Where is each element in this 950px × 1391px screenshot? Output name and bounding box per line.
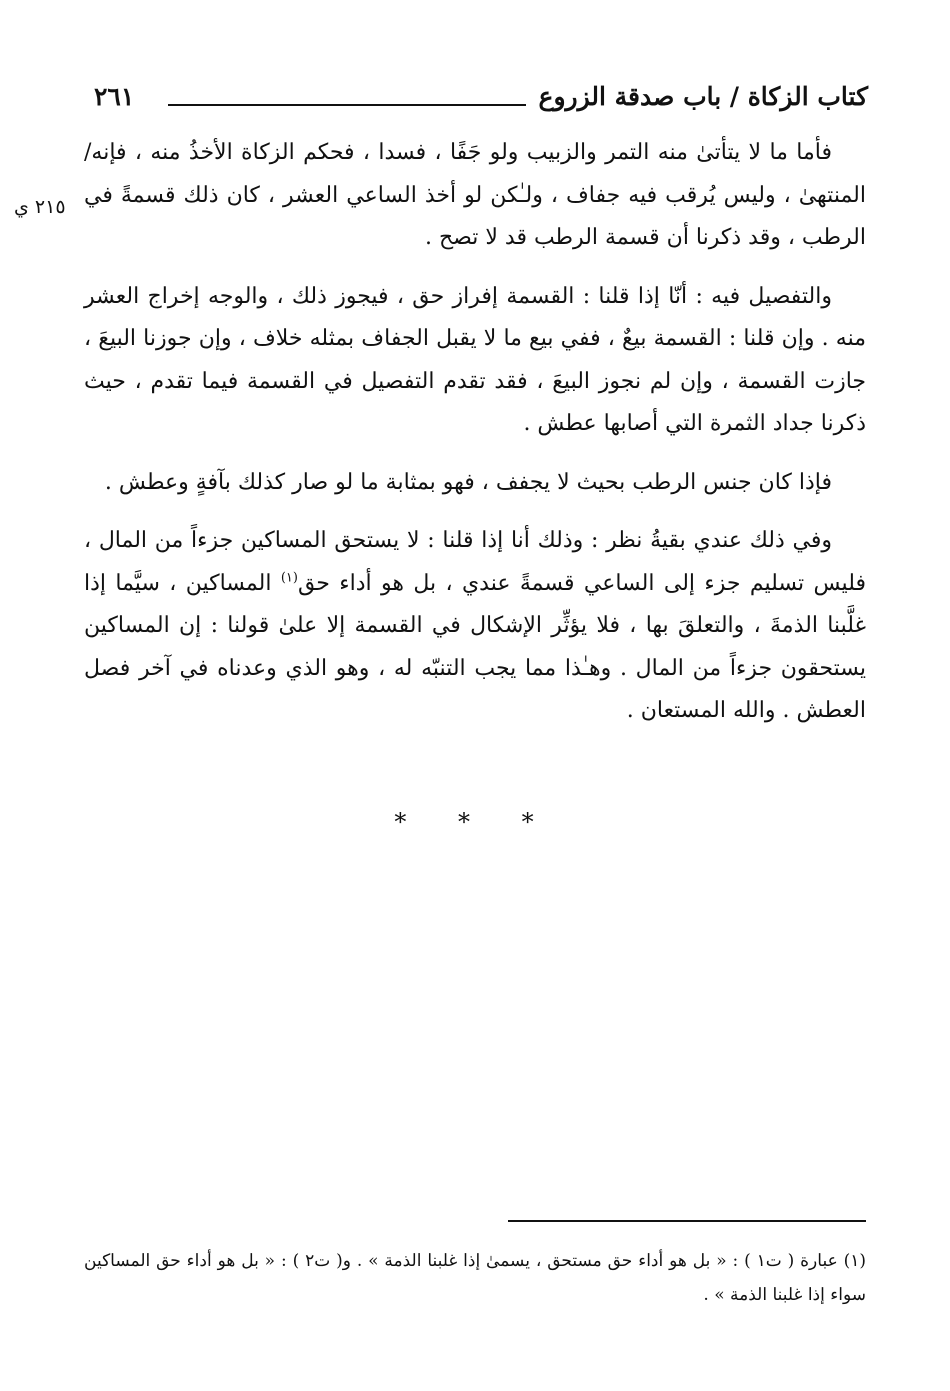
- paragraph: [84, 520, 866, 733]
- footnote-rule: [508, 1220, 866, 1222]
- footnote-text: (١) عبارة ( ت١ ) : « بل هو أداء حق مستحق ، يسمىٰ إذا غلبنا الذمة » . و( ت٢ ) : « بل هو أداء حق المساكين سواء إذا غلبنا الذمة » .: [84, 1251, 867, 1305]
- paragraph: [84, 276, 866, 446]
- paragraph: [84, 132, 866, 260]
- paragraph-text: فإذا كان جنس الرطب بحيث لا يجفف ، فهو بمثابة ما لو صار كذلك بآفةٍ وعطش .: [104, 469, 832, 495]
- paragraph: [84, 462, 866, 505]
- paragraph-text: فأما ما لا يتأتىٰ منه التمر والزبيب ولو جَفًا ، فسدا ، فحكم الزكاة الأخذُ منه ، فإنه/ المنتهىٰ ، وليس يُرقب فيه جفاف ، ولـٰكن لو أخذ الساعي العشر ، كان ذلك قسمةً في الرطب ، وقد ذكرنا أن قسمة الرطب قد لا تصح .: [84, 140, 866, 250]
- running-title: كتاب الزكاة / باب صدقة الزروع: [538, 82, 868, 111]
- paragraph-text: المساكين ، سيَّما إذا غلَّبنا الذمةَ ، والتعلقَ بها ، فلا يؤثِّر الإشكال في القسمة إلا علىٰ قولنا : إن المساكين يستحقون جزءاً من المال . وهـٰذا مما يجب التنبّه له ، وهو الذي وعدناه في آخر فصل العطش . والله المستعان .: [84, 570, 866, 723]
- footnote: [84, 1244, 866, 1312]
- page-number: ٢٦١: [94, 82, 135, 111]
- margin-note: ٢١٥ ي: [14, 196, 66, 218]
- paragraph-text: والتفصيل فيه : أنّا إذا قلنا : القسمة إفراز حق ، فيجوز ذلك ، والوجه إخراج العشر منه . وإن قلنا : القسمة بيعٌ ، ففي بيع ما لا يقبل الجفاف بمثله خلاف ، وإن جوزنا البيعَ ، جازت القسمة ، وإن لم نجوز البيعَ ، فقد تقدم التفصيل في القسمة فيما تقدم ، حيث ذكرنا جداد الثمرة التي أصابها عطش .: [84, 283, 866, 436]
- footnote-marker[interactable]: (١): [280, 570, 298, 586]
- section-separator: * * *: [394, 808, 556, 836]
- page-header: [88, 82, 868, 122]
- paragraph-text: وفي ذلك عندي بقيةُ نظر : وذلك أنا إذا قلنا : لا يستحق المساكين جزءاً من المال ، فليس تسليم جزء إلى الساعي قسمةً عندي ، بل هو أداء حق: [84, 528, 866, 596]
- header-rule: [168, 104, 526, 106]
- main-text: [84, 132, 866, 749]
